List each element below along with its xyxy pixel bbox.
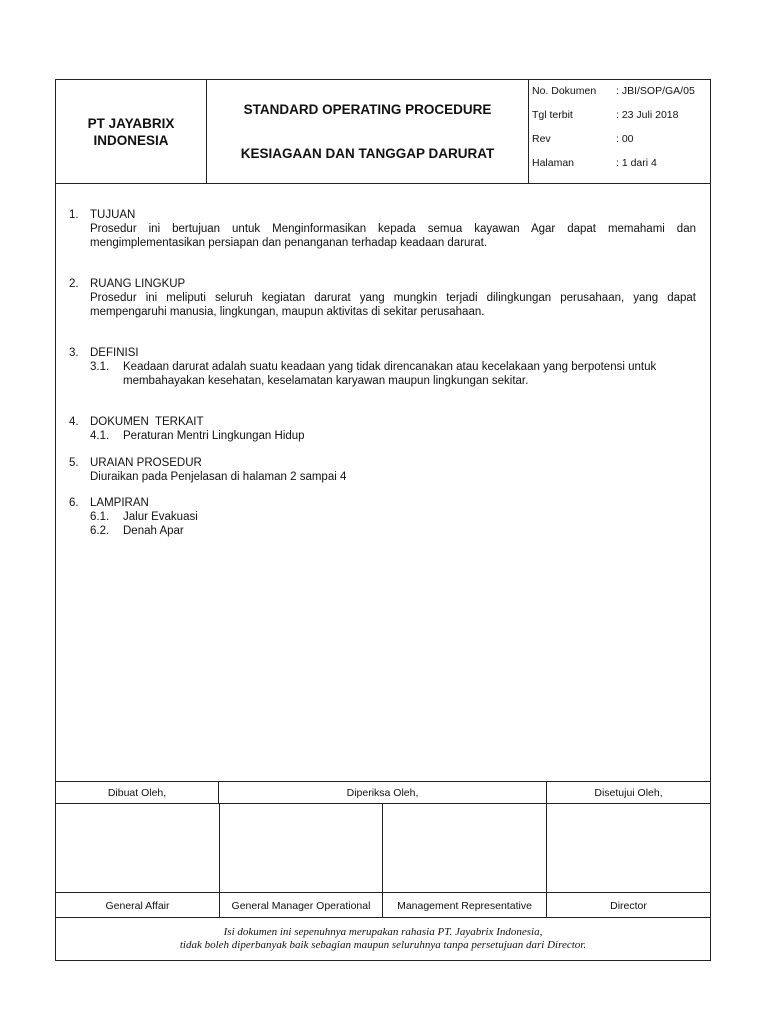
meta-key: Tgl terbit [532,109,573,121]
document-header [56,80,710,184]
item-number: 6.2. [90,525,110,537]
section-number: 6. [69,497,79,509]
signature-role-row [56,893,710,918]
section-number: 1. [69,209,79,221]
section-text: Prosedur ini meliputi seluruh kegiatan darurat yang mungkin terjadi dilingkungan perusahaan, yang dapat mempengaruhi manusia, lingkungan, maupun aktivitas di sekitar perusahaan. [90,292,696,318]
signature-header-row [56,782,710,804]
section-heading: DEFINISI [90,347,139,359]
meta-issue-date [529,104,710,128]
item-number: 6.1. [90,511,110,523]
document-meta [529,80,710,184]
item-number: 4.1. [90,430,110,442]
item-text: Peraturan Mentri Lingkungan Hidup [123,430,305,442]
section-text: Prosedur ini bertujuan untuk Menginformasikan kepada semua kayawan Agar dapat memahami dan mengimplementasikan persiapan dan penanganan terhadap keadaan darurat. [90,223,696,249]
item-text: Jalur Evakuasi [123,511,198,523]
approved-by-label: Disetujui Oleh, [594,786,663,799]
signature-space-row [56,804,710,893]
document-title-block [207,80,529,184]
section-number: 4. [69,416,79,428]
made-by-label: Dibuat Oleh, [56,782,219,803]
section-number: 2. [69,278,79,290]
role-director: Director [610,899,647,912]
role-general-affair: General Affair [56,893,220,918]
signature-box-management-rep [383,804,547,892]
checked-by-label: Diperiksa Oleh, [219,782,547,803]
footer-line1: Isi dokumen ini sepenuhnya merupakan rahasia PT. Jayabrix Indonesia, [223,926,543,938]
section-number: 5. [69,457,79,469]
company-name-line2: INDONESIA [93,133,169,148]
meta-value: : 00 [616,133,634,145]
company-name [56,80,207,184]
section-heading: RUANG LINGKUP [90,278,186,290]
role-gm-operational: General Manager Operational [220,893,383,918]
signature-box-general-affair [56,804,220,892]
document-subtitle: KESIAGAAN DAN TANGGAP DARURAT [240,146,495,161]
role-management-rep: Management Representative [383,893,547,918]
meta-doc-number [529,80,710,104]
item-text: Keadaan darurat adalah suatu keadaan yang tidak direncanakan atau kecelakaan yang berpotensi untuk membahayakan kesehatan, keselamatan karyawan maupun lingkungan sekitar. [123,361,657,387]
item-text: Denah Apar [123,525,184,537]
meta-key: Rev [532,133,551,145]
meta-value: : 1 dari 4 [616,157,657,169]
confidentiality-footer [56,917,710,960]
section-text: Diuraikan pada Penjelasan di halaman 2 sampai 4 [90,471,347,483]
meta-key: Halaman [532,157,575,169]
meta-revision [529,128,710,152]
meta-value: : JBI/SOP/GA/05 [616,85,695,97]
signature-table [56,781,710,917]
document-title: STANDARD OPERATING PROCEDURE [243,102,492,117]
section-heading: TUJUAN [90,209,136,221]
section-number: 3. [69,347,79,359]
meta-page [529,152,710,176]
footer-line2: tidak boleh diperbanyak baik sebagian maupun seluruhnya tanpa persetujuan dari Director. [179,939,587,951]
meta-key: No. Dokumen [532,85,597,97]
signature-box-gm-operational [220,804,383,892]
signature-box-director [547,804,710,892]
sop-document [55,79,711,961]
meta-value: : 23 Juli 2018 [616,109,679,121]
company-name-line1: PT JAYABRIX [87,116,175,131]
item-number: 3.1. [90,361,110,373]
section-heading: URAIAN PROSEDUR [90,457,202,469]
section-heading: LAMPIRAN [90,497,149,509]
section-heading: DOKUMEN TERKAIT [90,416,204,428]
